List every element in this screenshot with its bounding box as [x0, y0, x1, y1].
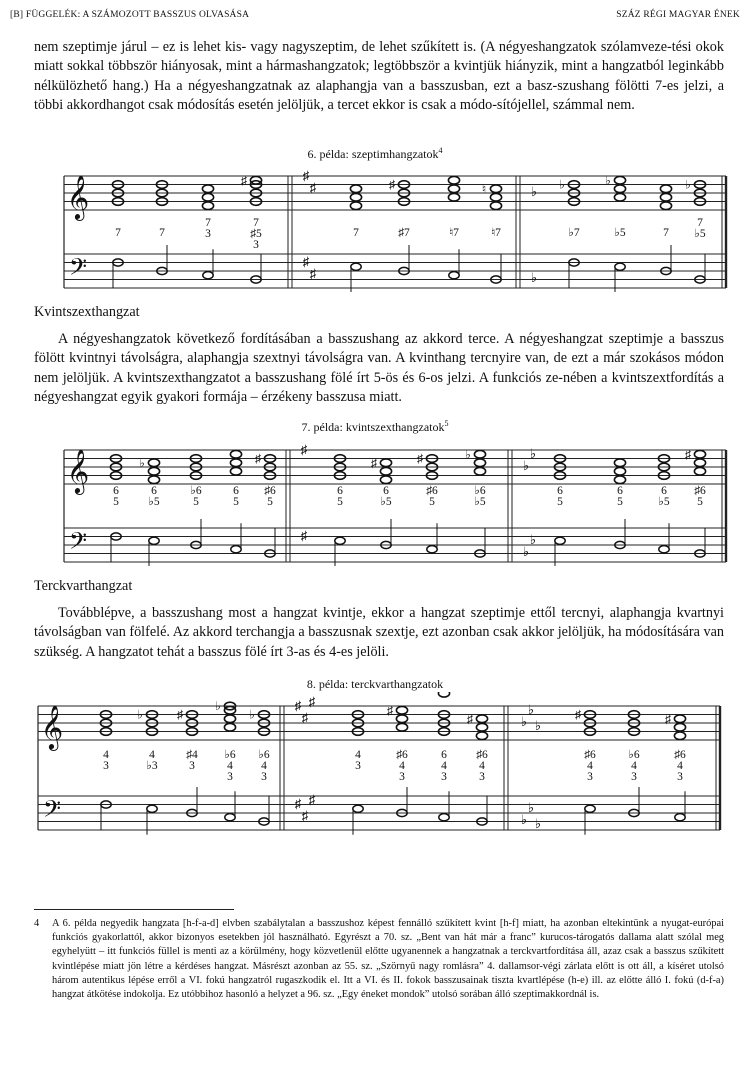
whole-note: [202, 185, 213, 193]
figured-bass-number: 3: [441, 771, 447, 783]
footnote-separator: [34, 909, 234, 910]
chord: [554, 455, 565, 566]
figured-bass-number: 4: [261, 760, 267, 772]
key-flat: ♭: [534, 718, 542, 733]
key-sharp: ♯: [301, 808, 309, 823]
figured-bass-number: 3: [189, 760, 195, 772]
accidental: ♯: [685, 447, 691, 462]
key-sharp: ♯: [308, 792, 316, 807]
whole-note: [660, 193, 671, 201]
bass-staff: [38, 796, 720, 830]
chord: [371, 456, 392, 549]
example-7-score: [60, 438, 730, 566]
chord: [605, 173, 626, 292]
figured-bass-number: 3: [261, 771, 267, 783]
chord: [241, 173, 262, 283]
figured-bass-number: 5: [617, 496, 623, 508]
chord: [467, 712, 488, 825]
header-chapter-title: [B] FÜGGELÉK: A SZÁMOZOTT BASSZUS OLVASÁSA: [10, 10, 250, 20]
chord: [100, 711, 111, 831]
figured-bass-number: 4: [355, 749, 361, 761]
figured-bass-number: ♮7: [449, 227, 459, 239]
key-flat: ♭: [527, 800, 535, 815]
figured-bass-number: 6: [233, 485, 239, 497]
figured-bass-number: ♭5: [380, 496, 392, 508]
figured-bass-number: 3: [253, 239, 259, 251]
key-sharp: ♯: [294, 796, 302, 811]
example-6-caption: [0, 146, 750, 162]
whole-note: [202, 202, 213, 210]
chord: [137, 708, 158, 835]
figured-bass-number: ♯6: [264, 485, 276, 497]
whole-note: [614, 176, 625, 184]
whole-note: [476, 732, 487, 740]
chord: [448, 176, 459, 278]
figured-bass-number: 3: [227, 771, 233, 783]
figured-bass-number: 7: [253, 217, 259, 229]
key-flat: ♭: [529, 446, 537, 461]
figured-bass-number: 6: [617, 485, 623, 497]
chord: [660, 185, 671, 275]
whole-note: [230, 459, 241, 467]
key-flat: ♭: [522, 458, 530, 473]
figured-bass-number: ♯6: [584, 749, 596, 761]
accidental: ♯: [467, 711, 473, 726]
accidental: ♯: [177, 707, 183, 722]
whole-note: [614, 467, 625, 475]
chord: [139, 456, 160, 566]
whole-note: [396, 715, 407, 723]
whole-note: [350, 202, 361, 210]
figured-bass-number: ♯5: [250, 228, 262, 240]
key-flat: ♭: [530, 270, 538, 285]
example-8-caption-text: 8. példa: terckvarthangzatok: [306, 677, 444, 691]
paragraph-kvintszext: A négyeshangzatok következő fordításában a basszushang az akkord terce. A négyeshangzat szeptimje a basszus fölött kvintnyi távolságra, alaphangja szextnyi távolságra van. A kvinthang tercnyire van, de ezt a már szokásos módon nem jelöljük. A kvintszexthangzatot a basszushang fölé írt 5-ös és 6-os jelzi. A funkciós ze-nében a kvintszextfordítás a négyeshangzat egyik gyakori formája – érzékeny basszusa miatt.: [34, 331, 724, 406]
bass-note: [439, 814, 449, 821]
chord: [177, 708, 198, 817]
example-6-score: [60, 164, 730, 292]
footnote-text: A 6. példa negyedik hangzata [h-f-a-d] elvben szabálytalan a basszushoz képest fennálló szűkített kvint [h-f] miatt, ha azonban eltekintünk a nyugat-európai funkciós gyakorlattól, akkor bizonyos esetekben jól használható. Egyrészt a 70. sz. „Bent van hát már a franc” kurucos-tárogatós dallama alatt szólal meg egyhelyütt – itt funkciós füllel is menti az a körülmény, hogy közvetlenül előtte ugyanennek a hangzatnak a terckvartfordítása áll, azaz csak a basszus szűkített kvintlépése miatt jön létre a kérdéses hangzat. Másrészt azonban az 55. sz. „Szörnyű nagy romlásra” 4. dallamsor-végi zárlata előtt is ott áll, a kíséret utolsó három autentikus lépése erről a VI. fokú hangzatról rugaszkodik el. Itt a VI. és II. fokok basszusainak tiszta kvartlépése (h-e) ill. az előtte álló I. fokú (d-f-a) hangzat átkötése indokolja. Ez utóbbihoz hasonló a helyzet a 96. sz. „Egy éneket mondok” utolsó sorában álló szeptimakkordnál is.: [52, 918, 724, 1001]
figured-bass-number: ♭6: [224, 749, 236, 761]
whole-note: [490, 185, 501, 193]
key-sharp: ♯: [302, 168, 310, 183]
accidental: ♯: [255, 451, 261, 466]
figured-bass-number: 3: [677, 771, 683, 783]
footnote-number: 4: [34, 918, 40, 929]
figured-bass-number: 7: [697, 217, 703, 229]
chord: [202, 185, 213, 279]
footnote-mark-4: 4: [438, 146, 443, 155]
figured-bass-number: 4: [103, 749, 109, 761]
accidental: ♭: [465, 447, 471, 462]
key-sharp: ♯: [294, 698, 302, 713]
figured-bass-number: 3: [399, 771, 405, 783]
figured-bass-number: ♭3: [146, 760, 158, 772]
whole-note: [490, 202, 501, 210]
figured-bass-number: ♭5: [658, 496, 670, 508]
key-sharp: ♯: [300, 442, 308, 457]
figured-bass-number: 6: [337, 485, 343, 497]
bass-note: [351, 263, 361, 270]
whole-note: [448, 193, 459, 201]
chord: [658, 455, 669, 553]
figured-bass-number: 6: [557, 485, 563, 497]
bass-note: [203, 272, 213, 279]
whole-note: [474, 467, 485, 475]
figured-bass-number: 5: [337, 496, 343, 508]
running-header: [10, 10, 740, 24]
double-barline: [716, 706, 720, 830]
accidental: ♭: [685, 177, 691, 192]
bass-note: [353, 805, 363, 812]
figured-bass-number: 6: [383, 485, 389, 497]
figured-bass-number: 6: [151, 485, 157, 497]
accidental: ♯: [389, 177, 395, 192]
accidental: ♯: [665, 711, 671, 726]
whole-note: [350, 193, 361, 201]
whole-note: [476, 723, 487, 731]
chord: [438, 692, 449, 821]
bass-note: [449, 272, 459, 279]
whole-note: [230, 467, 241, 475]
accidental: ♭: [215, 699, 221, 713]
bass-staff: [64, 254, 726, 288]
bass-note: [675, 814, 685, 821]
treble-staff: [64, 450, 726, 484]
figured-bass-number: 4: [677, 760, 683, 772]
figured-bass-number: 3: [479, 771, 485, 783]
figured-bass-number: 4: [227, 760, 233, 772]
bass-note: [225, 814, 235, 821]
figured-bass-number: 3: [631, 771, 637, 783]
chord: [559, 178, 580, 289]
figured-bass-number: ♯6: [396, 749, 408, 761]
figured-bass-number: 5: [429, 496, 435, 508]
paragraph-terckvart: Továbblépve, a basszushang most a hangzat kvintje, ekkor a hangzat szeptimje ettől tercnyi, alaphangja kvartnyi távolságban van fölfelé. Az akkord terchangja a basszusnak szextje, ezt azonban csak akkor jelöljük, ha módosítására van szükség. A hangzatot tehát a basszus fölé írt 3-as és 4-es jelöli.: [34, 605, 724, 660]
whole-note: [448, 185, 459, 193]
header-book-title: SZÁZ RÉGI MAGYAR ÉNEK: [616, 10, 740, 20]
key-flat: ♭: [530, 184, 538, 199]
key-flat: ♭: [529, 532, 537, 547]
figured-bass-number: 3: [205, 228, 211, 240]
whole-note: [396, 706, 407, 714]
bass-note: [659, 546, 669, 553]
accidental: ♯: [387, 703, 393, 718]
chord: [628, 711, 639, 817]
heading-terckvart: Terckvarthangzat: [34, 578, 133, 594]
chord: [156, 181, 167, 275]
whole-note: [380, 476, 391, 484]
treble-clef: 𝄞: [66, 451, 90, 493]
figured-bass-number: ♭6: [258, 749, 270, 761]
figured-bass-number: ♯6: [476, 749, 488, 761]
example-7-caption-text: 7. példa: kvintszexthangzatok: [301, 420, 445, 434]
accidental: ♭: [605, 173, 611, 188]
whole-note: [694, 467, 705, 475]
key-flat: ♭: [527, 702, 535, 717]
whole-note: [674, 715, 685, 723]
figured-bass-number: ♭5: [694, 228, 706, 240]
figured-bass-number: 7: [353, 227, 359, 239]
whole-note: [148, 467, 159, 475]
bass-note: [555, 537, 565, 544]
accidental: ♮: [481, 181, 487, 196]
chord: [614, 459, 625, 549]
figured-bass-number: 7: [663, 227, 669, 239]
whole-note: [396, 723, 407, 731]
whole-note: [660, 185, 671, 193]
figured-bass-number: 5: [233, 496, 239, 508]
whole-note: [490, 193, 501, 201]
figured-bass-number: 7: [159, 227, 165, 239]
key-sharp: ♯: [309, 266, 317, 281]
accidental: ♭: [559, 177, 565, 192]
chord: [482, 182, 502, 283]
figured-bass-number: ♯4: [186, 749, 198, 761]
whole-note: [474, 450, 485, 458]
figured-bass-number: 5: [113, 496, 119, 508]
whole-note: [438, 692, 449, 697]
figured-bass-number: 5: [267, 496, 273, 508]
key-flat: ♭: [534, 816, 542, 831]
figured-bass-number: 6: [113, 485, 119, 497]
example-6-caption-text: 6. példa: szeptimhangzatok: [307, 147, 439, 161]
figured-bass-number: 4: [399, 760, 405, 772]
example-8-score: [34, 692, 724, 842]
figured-bass-number: 3: [587, 771, 593, 783]
chord: [575, 708, 596, 835]
whole-note: [614, 185, 625, 193]
whole-note: [380, 459, 391, 467]
key-sharp: ♯: [309, 180, 317, 195]
bass-note: [231, 546, 241, 553]
figured-bass-number: ♭6: [190, 485, 202, 497]
whole-note: [148, 476, 159, 484]
figured-bass-number: 5: [193, 496, 199, 508]
whole-note: [660, 202, 671, 210]
example-8-caption: [0, 677, 750, 692]
whole-note: [674, 723, 685, 731]
accidental: ♭: [139, 455, 145, 470]
chord: [190, 455, 201, 549]
figured-bass-number: ♭5: [148, 496, 160, 508]
chord: [350, 185, 361, 292]
figured-bass-number: 3: [103, 760, 109, 772]
figured-bass-number: 4: [631, 760, 637, 772]
bass-clef: 𝄢: [68, 255, 88, 286]
figured-bass-number: 5: [557, 496, 563, 508]
figured-bass-number: 4: [441, 760, 447, 772]
footnote-mark-5: 5: [444, 419, 449, 428]
accidental: ♯: [575, 707, 581, 722]
figured-bass-number: 5: [697, 496, 703, 508]
chord: [215, 699, 236, 821]
figured-bass-number: ♭5: [474, 496, 486, 508]
whole-note: [476, 715, 487, 723]
figured-bass-number: ♯6: [694, 485, 706, 497]
whole-note: [380, 467, 391, 475]
figured-bass-number: 3: [355, 760, 361, 772]
whole-note: [614, 459, 625, 467]
figured-bass-number: 7: [205, 217, 211, 229]
whole-note: [224, 715, 235, 723]
key-flat: ♭: [520, 714, 528, 729]
key-sharp: ♯: [300, 528, 308, 543]
figured-bass-number: 4: [479, 760, 485, 772]
figured-bass-number: 7: [115, 227, 121, 239]
whole-note: [448, 176, 459, 184]
chord: [465, 447, 486, 557]
key-flat: ♭: [520, 812, 528, 827]
whole-note: [694, 459, 705, 467]
figured-bass-number: ♭6: [474, 485, 486, 497]
footnote-4: [34, 917, 724, 1002]
chord: [334, 455, 345, 566]
whole-note: [202, 193, 213, 201]
whole-note: [148, 459, 159, 467]
figured-bass-number: ♭5: [614, 227, 626, 239]
double-barline: [504, 706, 508, 830]
figured-bass-number: ♭6: [628, 749, 640, 761]
chord: [352, 711, 363, 835]
whole-note: [230, 450, 241, 458]
accidental: ♯: [417, 451, 423, 466]
bass-clef: 𝄢: [68, 529, 88, 560]
whole-note: [614, 476, 625, 484]
chord: [230, 450, 241, 552]
bass-note: [147, 805, 157, 812]
whole-note: [694, 450, 705, 458]
key-sharp: ♯: [302, 254, 310, 269]
figured-bass-number: ♯7: [398, 227, 410, 239]
bass-note: [615, 263, 625, 270]
accidental: ♭: [249, 707, 255, 722]
figured-bass-number: 6: [661, 485, 667, 497]
figured-bass-number: ♭7: [568, 227, 580, 239]
key-sharp: ♯: [301, 710, 309, 725]
example-7-caption: [0, 419, 750, 435]
treble-clef: 𝄞: [40, 707, 64, 749]
chord: [389, 178, 410, 275]
figured-bass-number: 6: [441, 749, 447, 761]
figured-bass-number: 4: [587, 760, 593, 772]
key-flat: ♭: [522, 544, 530, 559]
whole-note: [614, 193, 625, 201]
accidental: ♭: [137, 707, 143, 722]
bass-staff: [64, 528, 726, 562]
whole-note: [224, 723, 235, 731]
chord: [387, 703, 408, 816]
chord: [249, 708, 270, 826]
key-sharp: ♯: [308, 694, 316, 709]
whole-note: [674, 732, 685, 740]
bass-note: [585, 805, 595, 812]
bass-note: [149, 537, 159, 544]
accidental: ♯: [241, 173, 247, 188]
chord: [110, 455, 121, 563]
paragraph-seventh-chords: nem szeptimje járul – ez is lehet kis- vagy nagyszeptim, de lehet szűkített is. (A négyeshangzatok szólamveze-tési okok miatt sokkal többször hiányosak, mint a hármashangzatok; legtöbbször a kvintjük hiányzik, mint a hangzatból leginkább nélkülözhető hang.) Ha a négyeshangzatnak az alaphangja van a basszusban, ezt a basz-szushang fölötti 7-es jelzi, a többi akkordhangot csak módosítás esetén jelöljük, a tercet ekkor is csak a módo-sítójellel, számmal nem.: [34, 39, 724, 114]
chord: [112, 181, 123, 289]
whole-note: [474, 459, 485, 467]
bass-note: [427, 546, 437, 553]
accidental: ♯: [371, 455, 377, 470]
whole-note: [350, 185, 361, 193]
figured-bass-number: 4: [149, 749, 155, 761]
figured-bass-number: ♮7: [491, 227, 501, 239]
bass-note: [335, 537, 345, 544]
heading-kvintszext: Kvintszexthangzat: [34, 304, 140, 320]
treble-clef: 𝄞: [66, 177, 90, 219]
figured-bass-number: ♯6: [426, 485, 438, 497]
figured-bass-number: ♯6: [674, 749, 686, 761]
bass-clef: 𝄢: [42, 797, 62, 828]
double-barline: [280, 706, 284, 830]
chord: [685, 447, 706, 557]
